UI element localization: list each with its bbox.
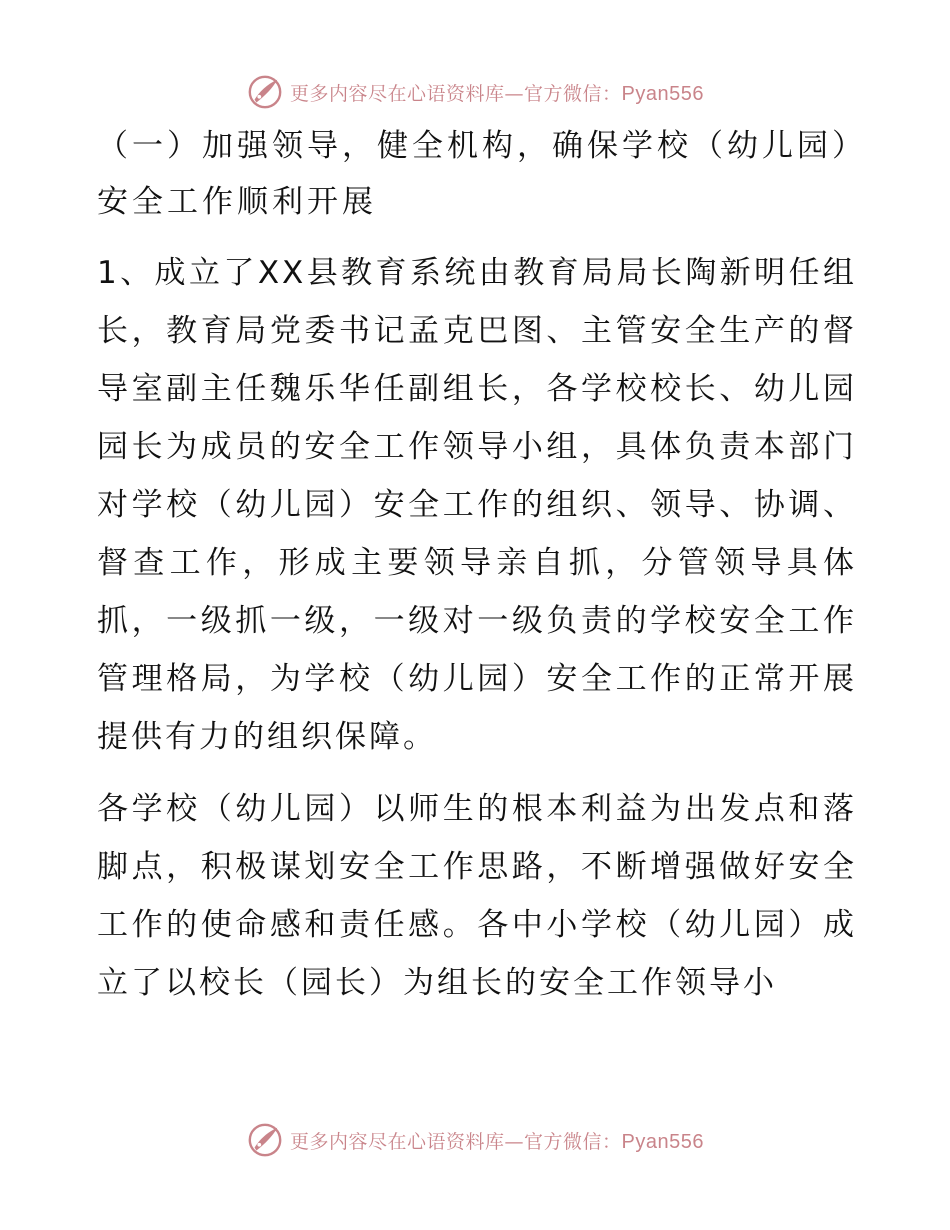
watermark-wechat-id: Pyan556 bbox=[621, 1130, 704, 1153]
watermark-wechat-id: Pyan556 bbox=[621, 82, 704, 105]
document-body bbox=[97, 118, 857, 1026]
pen-logo-icon bbox=[246, 1121, 284, 1159]
watermark-text: 更多内容尽在心语资料库—官方微信：Pyan556 bbox=[290, 82, 704, 105]
pen-logo-icon bbox=[246, 73, 284, 111]
header-watermark bbox=[0, 70, 950, 114]
watermark-text: 更多内容尽在心语资料库—官方微信：Pyan556 bbox=[290, 1130, 704, 1153]
footer-watermark bbox=[0, 1118, 950, 1162]
paragraph-1: 1、成立了XX县教育系统由教育局局长陶新明任组长，教育局党委书记孟克巴图、主管安全生产的督导室副主任魏乐华任副组长，各学校校长、幼儿园园长为成员的安全工作领导小组，具体负责本部门对学校（幼儿园）安全工作的组织、领导、协调、督查工作，形成主要领导亲自抓，分管领导具体抓，一级抓一级，一级对一级负责的学校安全工作管理格局，为学校（幼儿园）安全工作的正常开展提供有力的组织保障。 bbox=[97, 255, 857, 755]
section-heading: （一）加强领导，健全机构，确保学校（幼儿园）安全工作顺利开展 bbox=[97, 128, 852, 220]
paragraph-2: 各学校（幼儿园）以师生的根本利益为出发点和落脚点，积极谋划安全工作思路，不断增强做好安全工作的使命感和责任感。各中小学校（幼儿园）成立了以校长（园长）为组长的安全工作领导小 bbox=[97, 791, 857, 1001]
